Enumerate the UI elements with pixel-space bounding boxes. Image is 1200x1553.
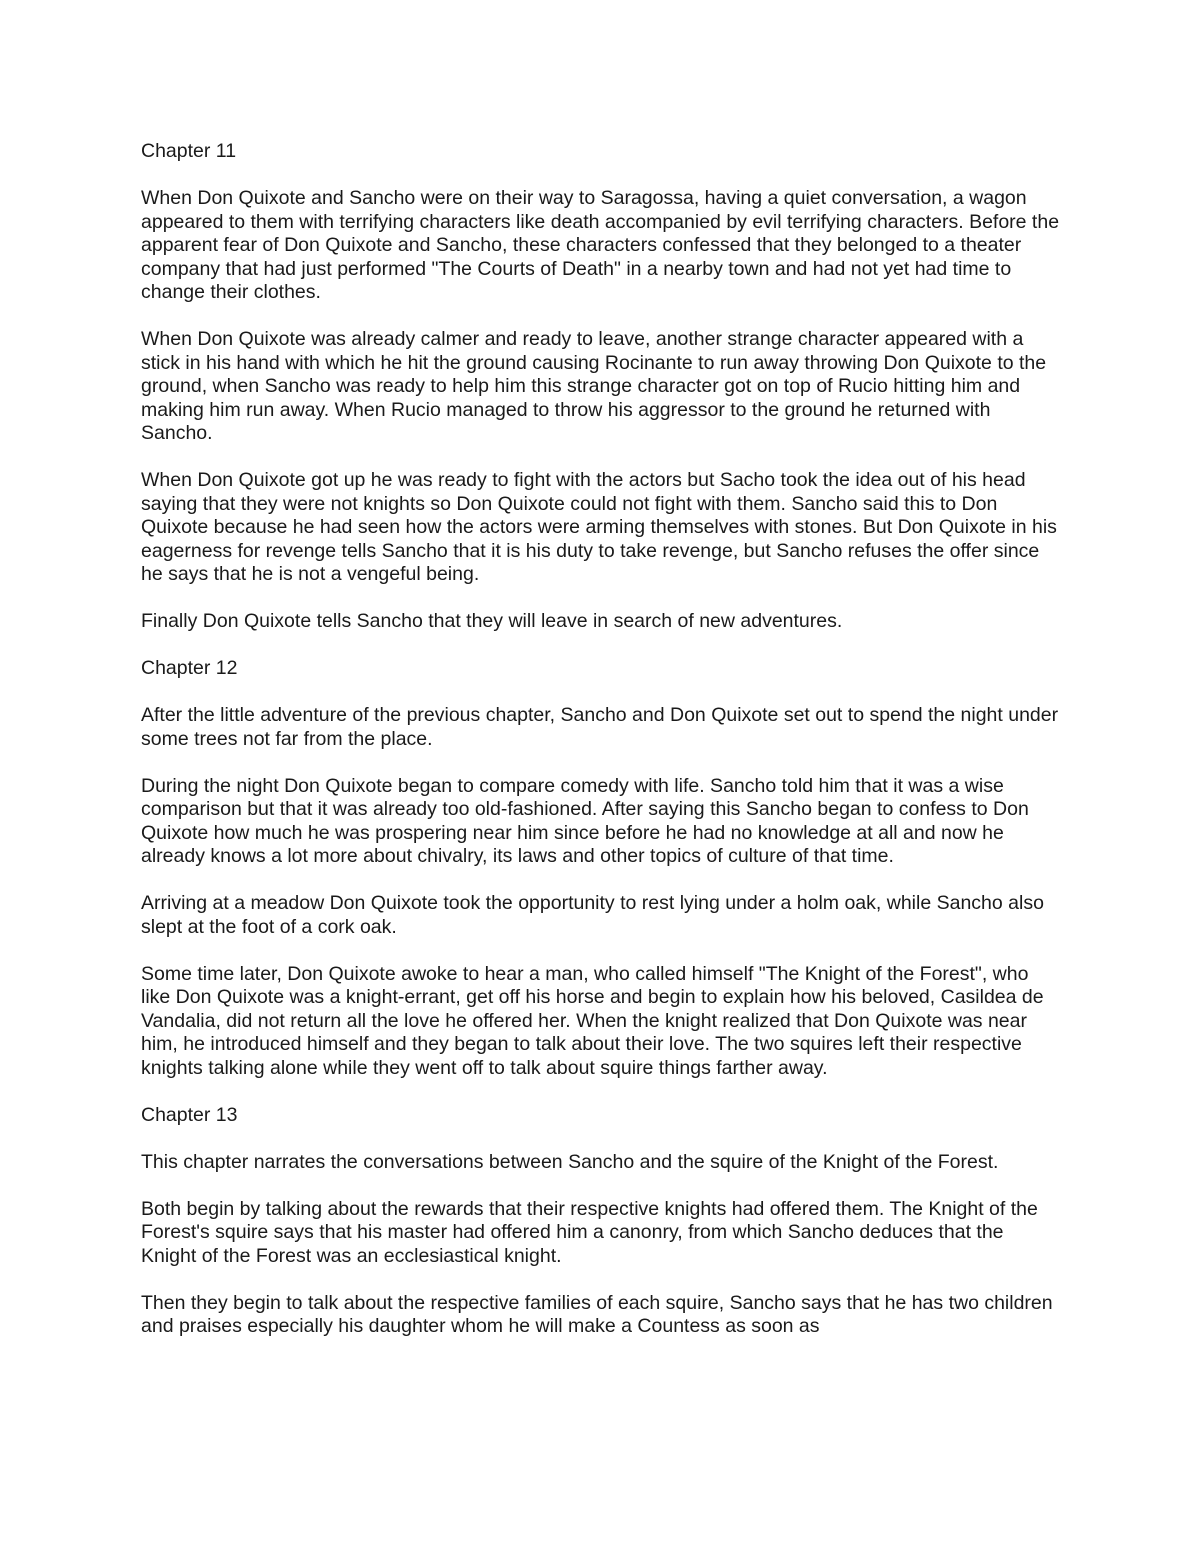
paragraph: Both begin by talking about the rewards that their respective knights had offered them. The Knight of the Forest's squire says that his master had offered him a canonry, from which Sancho deduces that the Knight of the Forest was an ecclesiastical knight. [141, 1197, 1038, 1267]
paragraph: During the night Don Quixote began to compare comedy with life. Sancho told him that it was a wise comparison but that it was already too old-fashioned. After saying this Sancho began to confess to Don Quixote how much he was prospering near him since before he had no knowledge at all and now he already knows a lot more about chivalry, its laws and other topics of culture of that time. [141, 774, 1029, 867]
chapter-heading: Chapter 12 [141, 657, 238, 679]
chapter-heading: Chapter 11 [141, 140, 237, 162]
document-page [141, 140, 1063, 1362]
paragraph: Finally Don Quixote tells Sancho that they will leave in search of new adventures. [141, 610, 843, 632]
paragraph: After the little adventure of the previous chapter, Sancho and Don Quixote set out to spend the night under some trees not far from the place. [141, 704, 1059, 750]
chapter-12 [141, 657, 1063, 1080]
paragraph: When Don Quixote got up he was ready to fight with the actors but Sacho took the idea out of his head saying that they were not knights so Don Quixote could not fight with them. Sancho said this to Don Quixote because he had seen how the actors were arming themselves with stones. But Don Quixote in his eagerness for revenge tells Sancho that it is his duty to take revenge, but Sancho refuses the offer since he says that he is not a vengeful being. [141, 469, 1057, 585]
paragraph: When Don Quixote and Sancho were on their way to Saragossa, having a quiet conversation, a wagon appeared to them with terrifying characters like death accompanied by evil terrifying characters. Before the apparent fear of Don Quixote and Sancho, these characters confessed that they belonged to a theater company that had just performed "The Courts of Death" in a nearby town and had not yet had time to change their clothes. [141, 187, 1060, 303]
paragraph: Some time later, Don Quixote awoke to hear a man, who called himself "The Knight of the Forest", who like Don Quixote was a knight-errant, get off his horse and begin to explain how his beloved, Casildea de Vandalia, did not return all the love he offered her. When the knight realized that Don Quixote was near him, he introduced himself and they began to talk about their love. The two squires left their respective knights talking alone while they went off to talk about squire things farther away. [141, 962, 1044, 1079]
chapter-heading: Chapter 13 [141, 1103, 238, 1126]
chapter-11 [141, 140, 1063, 634]
paragraph: When Don Quixote was already calmer and ready to leave, another strange character appeared with a stick in his hand with which he hit the ground causing Rocinante to run away throwing Don Quixote to the ground, when Sancho was ready to help him this strange character got on top of Rucio hitting him and making him run away. When Rucio managed to throw his aggressor to the ground he returned with Sancho. [141, 328, 1047, 444]
paragraph: Arriving at a meadow Don Quixote took the opportunity to rest lying under a holm oak, while Sancho also slept at the foot of a cork oak. [141, 892, 1044, 938]
paragraph: This chapter narrates the conversations between Sancho and the squire of the Knight of the Forest. [141, 1150, 999, 1173]
paragraph: Then they begin to talk about the respective families of each squire, Sancho says that he has two children and praises especially his daughter whom he will make a Countess as soon as [141, 1291, 1053, 1337]
chapter-13 [141, 1104, 1063, 1339]
